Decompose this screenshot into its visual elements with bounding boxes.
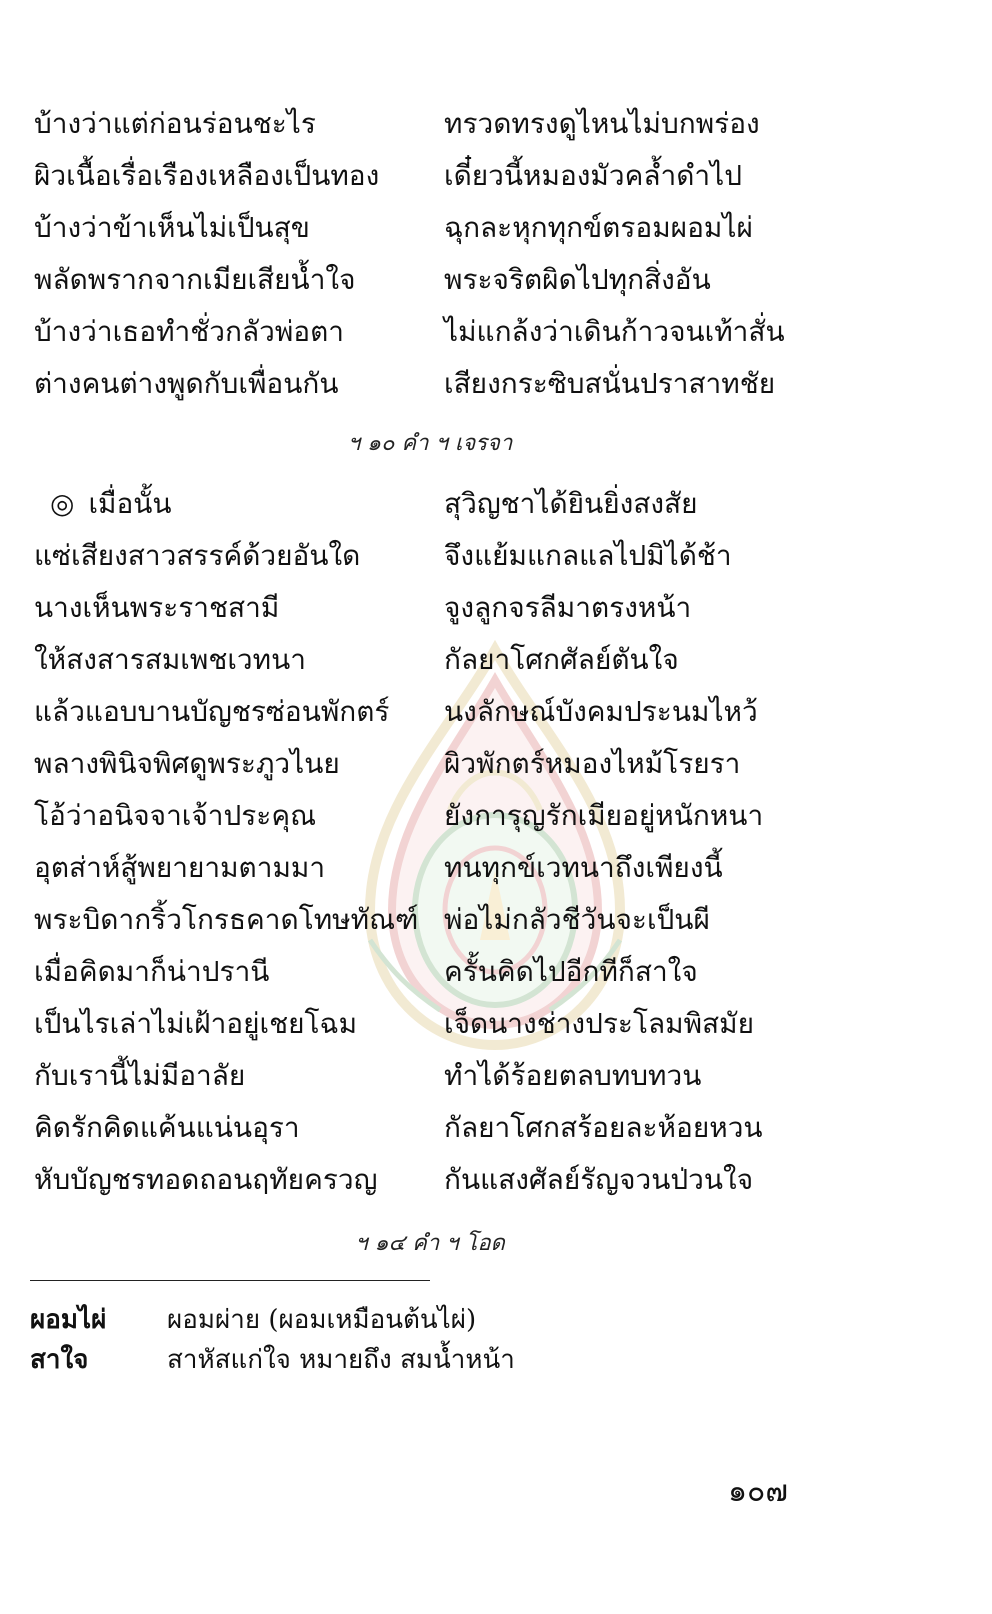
verse-right: ทรวดทรงดูไหนไม่บกพร่อง — [444, 107, 760, 140]
footnote-term: ผอมไผ่ — [30, 1305, 107, 1335]
verse-line — [34, 254, 794, 306]
verse-line — [34, 842, 794, 894]
verse-right: เสียงกระซิบสนั่นปราสาทชัย — [444, 367, 776, 400]
verse-left: บ้างว่าแต่ก่อนร่อนชะไร — [34, 107, 316, 140]
verse-left: โอ้ว่าอนิจจาเจ้าประคุณ — [34, 799, 317, 832]
verse-left: กับเรานี้ไม่มีอาลัย — [34, 1059, 246, 1092]
verse-right: นงลักษณ์บังคมประนมไหว้ — [444, 695, 758, 728]
verse-line — [34, 946, 794, 998]
verse-left: แล้วแอบบานบัญชรซ่อนพักตร์ — [34, 695, 390, 728]
verse-left: หับบัญชรทอดถอนฤทัยครวญ — [34, 1163, 378, 1196]
verse-right: ผิวพักตร์หมองไหม้โรยรา — [444, 747, 741, 780]
verse-left: คิดรักคิดแค้นแน่นอุรา — [34, 1111, 300, 1144]
verse-left: พลางพินิจพิศดูพระภูวไนย — [34, 747, 340, 780]
verse-line — [34, 790, 794, 842]
verse-line — [34, 634, 794, 686]
verse-left: บ้างว่าเธอทำชั่วกลัวพ่อตา — [34, 315, 345, 348]
verse-right: กันแสงศัลย์รัญจวนป่วนใจ — [444, 1163, 754, 1196]
verse-line — [34, 998, 794, 1050]
verse-right: จึงแย้มแกลแลไปมิได้ช้า — [444, 539, 732, 572]
verse-right: ครั้นคิดไปอีกทีก็สาใจ — [444, 955, 698, 988]
stanza-1 — [34, 98, 794, 410]
verse-line — [34, 358, 794, 410]
verse-left: อุตส่าห์สู้พยายามตามมา — [34, 851, 326, 884]
stanza-2 — [34, 478, 794, 1206]
verse-left: เป็นไรเล่าไม่เฝ้าอยู่เชยโฉม — [34, 1007, 358, 1040]
circle-mark-icon: ◎ — [50, 487, 75, 520]
verse-left: พระบิดากริ้วโกรธคาดโทษทัณฑ์ — [34, 903, 419, 936]
verse-right: พระจริตผิดไปทุกสิ่งอัน — [444, 263, 711, 296]
verse-right: กัลยาโศกศัลย์ตันใจ — [444, 643, 679, 676]
verse-right: ไม่แกล้งว่าเดินก้าวจนเท้าสั่น — [444, 315, 785, 348]
verse-right: เจ็ดนางช่างประโลมพิสมัย — [444, 1007, 755, 1040]
verse-line — [34, 686, 794, 738]
verse-left: นางเห็นพระราชสามี — [34, 591, 280, 624]
verse-line — [34, 150, 794, 202]
footnote-divider — [30, 1280, 430, 1281]
verse-line — [34, 894, 794, 946]
verse-left: บ้างว่าข้าเห็นไม่เป็นสุข — [34, 211, 310, 244]
verse-left: ให้สงสารสมเพชเวทนา — [34, 643, 306, 676]
footnote-definition: สาหัสแก่ใจ หมายถึง สมน้ำหน้า — [167, 1345, 515, 1375]
verse-line — [34, 530, 794, 582]
verse-left: ผิวเนื้อเรื่อเรืองเหลืองเป็นทอง — [34, 159, 380, 192]
verse-right: ฉุกละหุกทุกข์ตรอมผอมไผ่ — [444, 211, 753, 244]
verse-right: สุวิญชาได้ยินยิ่งสงสัย — [444, 487, 698, 520]
verse-line — [34, 1050, 794, 1102]
verse-right: ยังการุญรักเมียอยู่หนักหนา — [444, 799, 764, 832]
footnote-term: สาใจ — [30, 1345, 89, 1375]
page-number: ๑๐๗ — [728, 1474, 788, 1509]
verse-left-text: เมื่อนั้น — [88, 487, 172, 520]
verse-left: พลัดพรากจากเมียเสียน้ำใจ — [34, 263, 356, 296]
verse-line — [34, 202, 794, 254]
verse-line — [34, 582, 794, 634]
verse-right: ทนทุกข์เวทนาถึงเพียงนี้ — [444, 851, 723, 884]
stanza-2-marker: ฯ ๑๔ คำ ฯ โอด — [355, 1231, 505, 1256]
verse-right: เดี๋ยวนี้หมองมัวคล้ำดำไป — [444, 159, 742, 192]
verse-right: กัลยาโศกสร้อยละห้อยหวน — [444, 1111, 763, 1144]
verse-left — [34, 478, 172, 530]
verse-line — [34, 1154, 794, 1206]
verse-right: ทำได้ร้อยตลบทบทวน — [444, 1059, 702, 1092]
stanza-1-marker: ฯ ๑๐ คำ ฯ เจรจา — [347, 431, 513, 456]
footnote-item — [30, 1340, 730, 1380]
verse-line — [34, 1102, 794, 1154]
verse-left: ต่างคนต่างพูดกับเพื่อนกัน — [34, 367, 339, 400]
footnote-definition: ผอมผ่าย (ผอมเหมือนต้นไผ่) — [167, 1305, 477, 1335]
verse-left: แซ่เสียงสาวสรรค์ด้วยอันใด — [34, 539, 361, 572]
verse-right: จูงลูกจรลีมาตรงหน้า — [444, 591, 692, 624]
verse-left: เมื่อคิดมาก็น่าปรานี — [34, 955, 270, 988]
verse-right: พ่อไม่กลัวชีวันจะเป็นผี — [444, 903, 710, 936]
footnote-item — [30, 1300, 730, 1340]
verse-line — [34, 738, 794, 790]
footnotes — [30, 1300, 730, 1380]
verse-line — [34, 306, 794, 358]
verse-line — [34, 478, 794, 530]
verse-line — [34, 98, 794, 150]
